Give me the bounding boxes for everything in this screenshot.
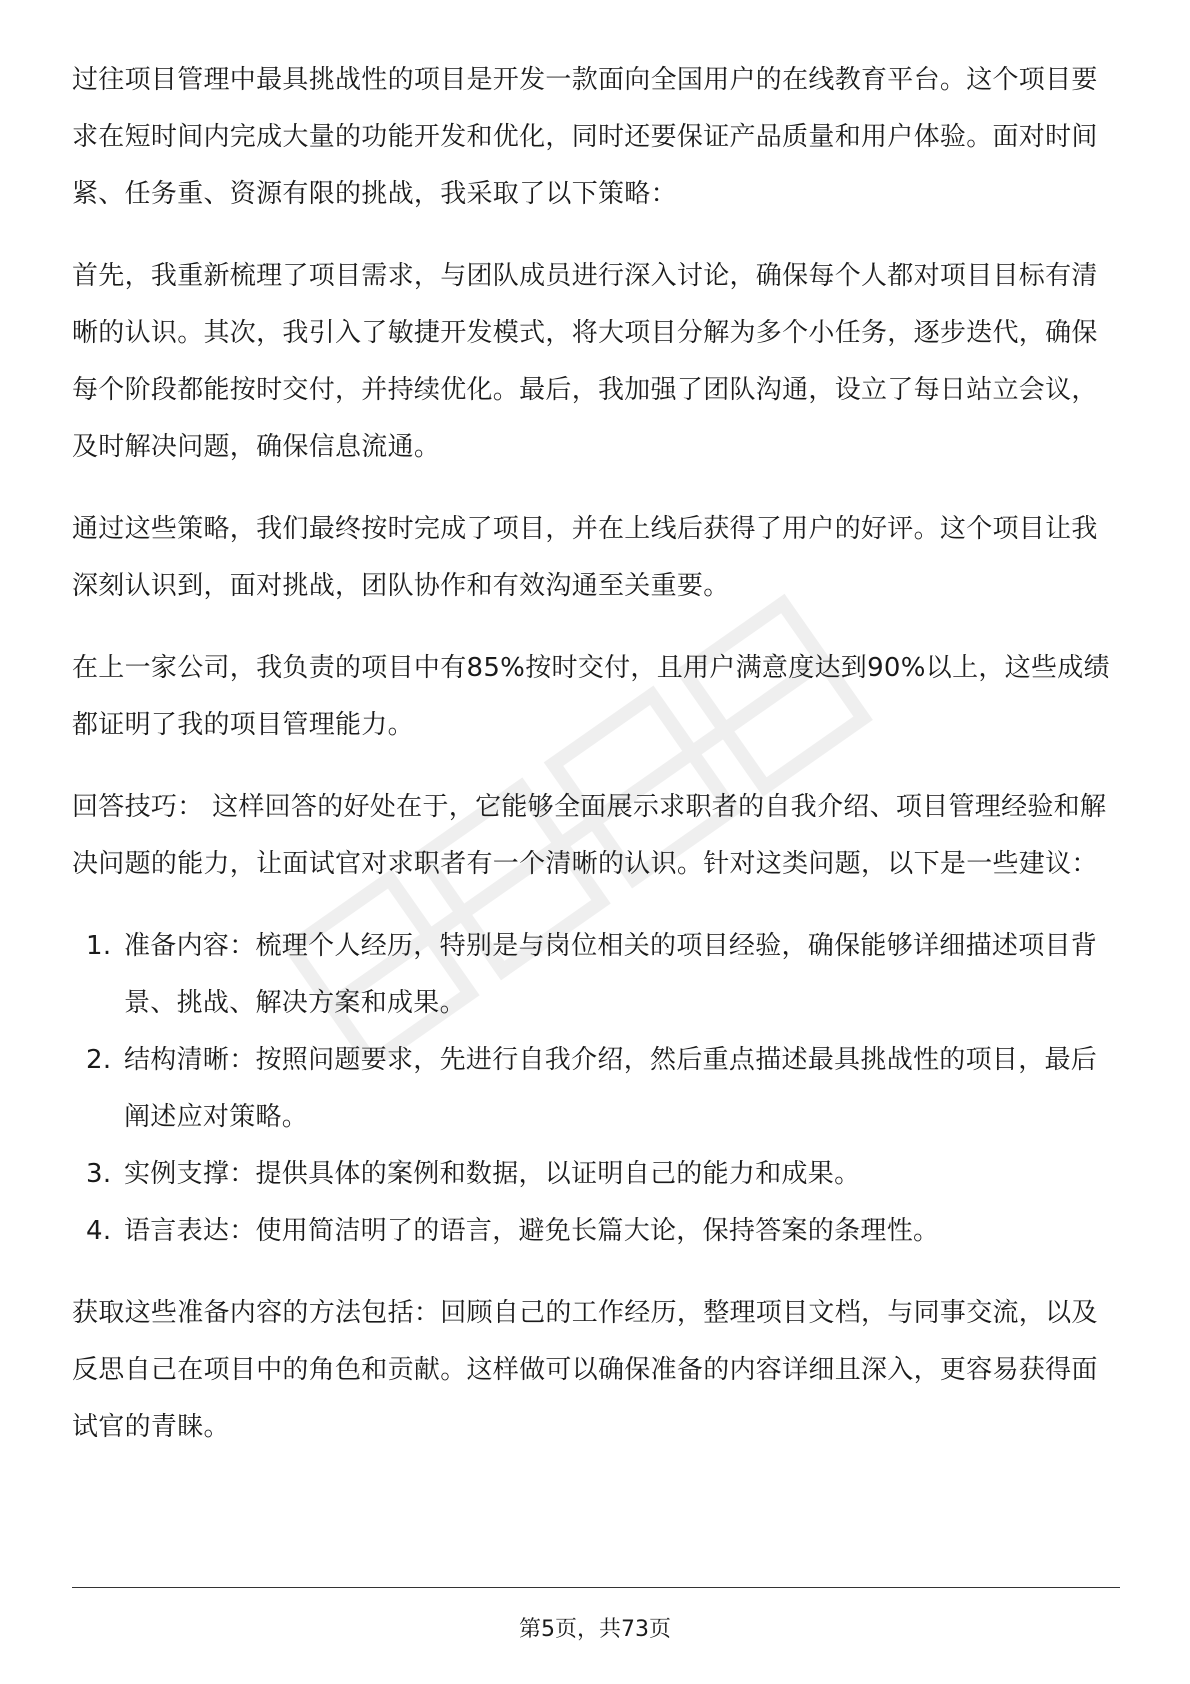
list-item-number: 4. xyxy=(86,1216,112,1246)
document-body xyxy=(72,52,1122,1481)
paragraph-preparation-methods: 获取这些准备内容的方法包括：回顾自己的工作经历，整理项目文档，与同事交流，以及反思自己在项目中的角色和贡献。这样做可以确保准备的内容详细且深入，更容易获得面试官的青睐。 xyxy=(72,1298,1098,1442)
paragraph-outcome: 通过这些策略，我们最终按时完成了项目，并在上线后获得了用户的好评。这个项目让我深刻认识到，面对挑战，团队协作和有效沟通至关重要。 xyxy=(72,514,1098,601)
paragraph-project-intro: 过往项目管理中最具挑战性的项目是开发一款面向全国用户的在线教育平台。这个项目要求在短时间内完成大量的功能开发和优化，同时还要保证产品质量和用户体验。面对时间紧、任务重、资源有限的挑战，我采取了以下策略： xyxy=(72,65,1098,209)
footer-divider xyxy=(72,1587,1120,1588)
list-item xyxy=(72,918,1122,1032)
list-item-text: 准备内容：梳理个人经历，特别是与岗位相关的项目经验，确保能够详细描述项目背景、挑战、解决方案和成果。 xyxy=(124,931,1098,1018)
paragraph-achievements: 在上一家公司，我负责的项目中有85%按时交付，且用户满意度达到90%以上，这些成绩都证明了我的项目管理能力。 xyxy=(72,653,1110,740)
paragraph-answer-tips: 回答技巧： 这样回答的好处在于，它能够全面展示求职者的自我介绍、项目管理经验和解决问题的能力，让面试官对求职者有一个清晰的认识。针对这类问题，以下是一些建议： xyxy=(72,792,1107,879)
list-item-number: 2. xyxy=(86,1045,112,1075)
list-item-text: 结构清晰：按照问题要求，先进行自我介绍，然后重点描述最具挑战性的项目，最后阐述应对策略。 xyxy=(124,1045,1098,1132)
list-item-text: 实例支撑：提供具体的案例和数据，以证明自己的能力和成果。 xyxy=(124,1159,861,1189)
page-number: 第5页，共73页 xyxy=(519,1617,671,1642)
list-item-number: 1. xyxy=(86,931,112,961)
list-item xyxy=(72,1203,1122,1260)
paragraph-strategies: 首先，我重新梳理了项目需求，与团队成员进行深入讨论，确保每个人都对项目目标有清晰的认识。其次，我引入了敏捷开发模式，将大项目分解为多个小任务，逐步迭代，确保每个阶段都能按时交付，并持续优化。最后，我加强了团队沟通，设立了每日站立会议，及时解决问题，确保信息流通。 xyxy=(72,261,1098,462)
list-item xyxy=(72,1146,1122,1203)
list-item xyxy=(72,1032,1122,1146)
suggestion-list xyxy=(72,918,1122,1260)
list-item-text: 语言表达：使用简洁明了的语言，避免长篇大论，保持答案的条理性。 xyxy=(124,1216,940,1246)
list-item-number: 3. xyxy=(86,1159,112,1189)
